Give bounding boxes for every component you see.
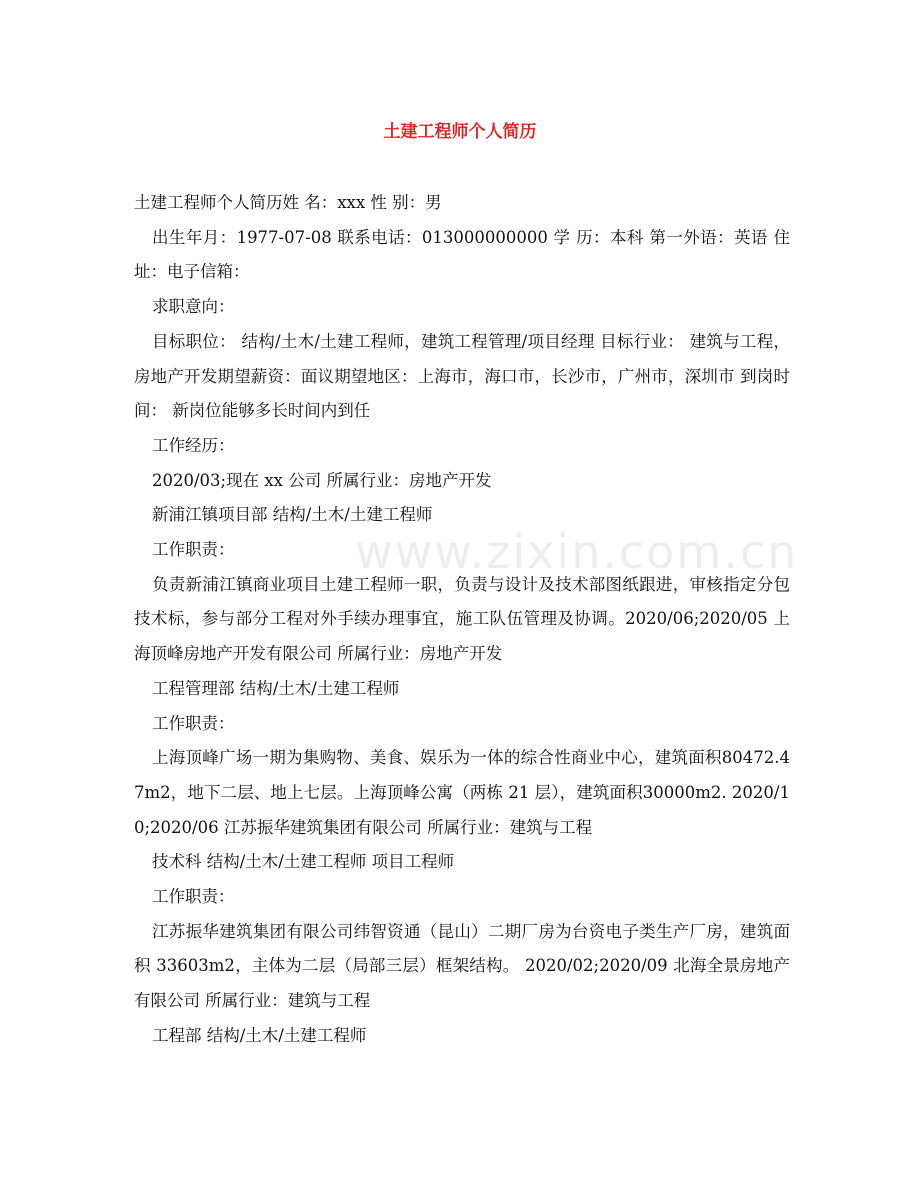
paragraph: 工作职责：	[152, 887, 235, 907]
paragraph: 工作职责：	[152, 540, 235, 560]
paragraph: 工作经历：	[152, 435, 235, 455]
paragraph: 求职意向：	[152, 297, 235, 317]
paragraph: 出生年月：1977-07-08 联系电话：013000000000 学 历：本科 第一外语：英语 住址：电子信箱：	[134, 227, 790, 282]
paragraph: 工程管理部 结构/土木/土建工程师	[152, 678, 400, 698]
document-body	[134, 186, 790, 1054]
paragraph: 新浦江镇项目部 结构/土木/土建工程师	[152, 505, 433, 525]
watermark: www.zixin.com.cn	[355, 525, 799, 579]
paragraph: 工程部 结构/土木/土建工程师	[152, 1025, 367, 1045]
document-title: 土建工程师个人简历	[383, 122, 537, 142]
paragraph: 目标职位： 结构/土木/土建工程师，建筑工程管理/项目经理 目标行业： 建筑与工程，房地产开发期望薪资：面议期望地区：上海市，海口市，长沙市，广州市，深圳市 到岗时间： 新岗位能够多长时间内到任	[134, 331, 790, 421]
paragraph: 工作职责：	[152, 713, 235, 733]
paragraph: 土建工程师个人简历姓 名：xxx 性 别：男	[134, 193, 442, 212]
paragraph: 上海顶峰广场一期为集购物、美食、娱乐为一体的综合性商业中心，建筑面积80472.47m2，地下二层、地上七层。上海顶峰公寓（两栋 21 层），建筑面积30000m2. 2020/10;2020/06 江苏振华建筑集团有限公司 所属行业：建筑与工程	[134, 748, 790, 837]
paragraph: 负责新浦江镇商业项目土建工程师一职，负责与设计及技术部图纸跟进，审核指定分包技术标，参与部分工程对外手续办理事宜，施工队伍管理及协调。2020/06;2020/05 上海顶峰房地产开发有限公司 所属行业：房地产开发	[134, 574, 790, 664]
paragraph: 2020/03;现在 xx 公司 所属行业：房地产开发	[152, 470, 492, 490]
paragraph: 江苏振华建筑集团有限公司纬智资通（昆山）二期厂房为台资电子类生产厂房，建筑面积 33603m2，主体为二层（局部三层）框架结构。 2020/02;2020/09 北海全景房地产有限公司 所属行业：建筑与工程	[134, 921, 790, 1011]
paragraph: 技术科 结构/土木/土建工程师 项目工程师	[152, 852, 455, 872]
